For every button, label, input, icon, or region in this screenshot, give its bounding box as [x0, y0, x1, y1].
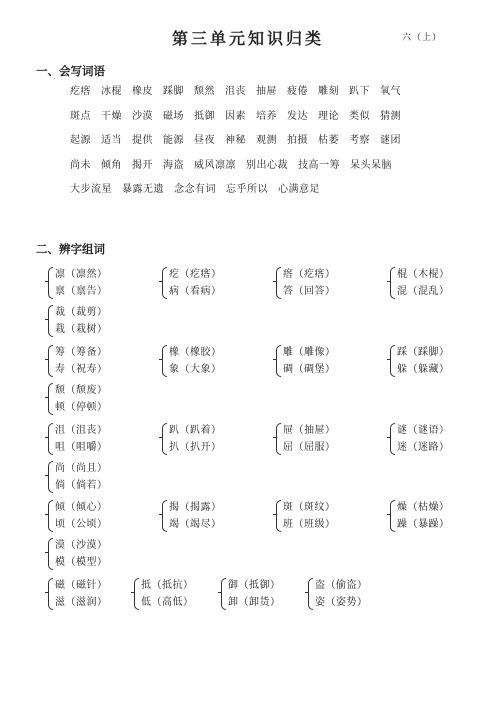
character-pair-entry: 疙（疙瘩）: [169, 269, 222, 280]
word-item: 呆头呆脑: [350, 159, 392, 171]
character-pair-entry: 颓（颓废）: [55, 385, 108, 396]
word-row: [70, 180, 470, 205]
word-item: 起源: [70, 135, 91, 146]
character-pair-entry: 栽（栽树）: [55, 324, 108, 335]
brace-icon: [162, 500, 167, 532]
character-pair-entry: 顷（公顷）: [55, 519, 108, 530]
character-pair-entry: 混（混乱）: [397, 286, 450, 297]
word-item: 技高一筹: [298, 159, 340, 171]
word-item: 理论: [318, 110, 339, 122]
word-item: 培养: [256, 110, 277, 122]
character-pair-entry: 倾（倾心）: [55, 502, 108, 513]
brace-icon: [48, 267, 53, 299]
word-item: 适当: [101, 135, 122, 146]
character-pair-entry: 棍（木棍）: [397, 269, 450, 280]
character-pair-entry: 卸（卸货）: [228, 597, 281, 608]
word-item: 橡皮: [132, 86, 153, 97]
brace-icon: [162, 345, 167, 377]
word-item: 暴露无遗: [122, 184, 164, 195]
brace-icon: [390, 345, 395, 377]
character-pair-entry: 低（高低）: [141, 597, 194, 608]
word-item: 威风凛凛: [194, 159, 236, 171]
brace-icon: [48, 461, 53, 493]
word-item: 大步流星: [70, 184, 112, 195]
word-item: 干燥: [101, 110, 122, 122]
word-item: 冰棍: [101, 86, 122, 97]
word-item: 倾角: [101, 159, 122, 171]
word-item: 别出心裁: [246, 159, 288, 171]
character-pair-entry: 病（看病）: [169, 286, 222, 297]
word-row: [70, 82, 470, 107]
word-row: [70, 131, 470, 156]
character-pair-entry: 凛（凛然）: [55, 269, 108, 280]
word-item: 考察: [349, 135, 370, 146]
character-pair-entry: 迷（迷路）: [397, 442, 450, 453]
word-item: 能源: [163, 135, 184, 146]
word-item: 类似: [349, 110, 370, 122]
character-pair-entry: 磁（磁针）: [55, 580, 108, 591]
brace-icon: [48, 345, 53, 377]
character-pair-entry: 寿（祝寿）: [55, 364, 108, 375]
section-title-write-words: 一、会写词语: [36, 64, 105, 78]
word-item: 颓然: [194, 86, 215, 97]
character-pair-entry: 尚（尚且）: [55, 463, 108, 474]
word-item: 踩脚: [163, 86, 184, 97]
word-list: [70, 82, 470, 205]
word-item: 发达: [287, 110, 308, 122]
brace-icon: [162, 267, 167, 299]
character-pair-entry: 橡（橡胶）: [169, 347, 222, 358]
character-pair-entry: 屉（抽屉）: [283, 425, 336, 436]
word-item: 磁场: [163, 110, 184, 122]
brace-icon: [276, 500, 281, 532]
word-item: 沮丧: [225, 86, 246, 97]
character-pair-entry: 扒（扒开）: [169, 442, 222, 453]
word-item: 趴下: [349, 86, 370, 97]
word-item: 抽屉: [256, 86, 277, 97]
character-pair-entry: 躲（躲藏）: [397, 364, 450, 375]
word-item: 观测: [256, 135, 277, 146]
character-pair-entry: 躁（暴躁）: [397, 519, 450, 530]
brace-icon: [134, 578, 139, 610]
word-item: 揭开: [132, 159, 153, 171]
character-pair-entry: 瘩（疙瘩）: [283, 269, 336, 280]
brace-icon: [48, 383, 53, 415]
brace-icon: [308, 578, 313, 610]
word-item: 谜团: [380, 135, 401, 146]
word-row: [70, 107, 470, 132]
brace-icon: [276, 345, 281, 377]
character-pair-entry: 竭（竭尽）: [169, 519, 222, 530]
character-pair-entry: 倘（倘若）: [55, 480, 108, 491]
character-pair-entry: 班（班级）: [283, 519, 336, 530]
page-title: 第三单元知识归类: [171, 29, 324, 48]
character-pair-entry: 答（回答）: [283, 286, 336, 297]
word-item: 昼夜: [194, 135, 215, 146]
word-item: 神秘: [225, 135, 246, 146]
word-item: 氧气: [380, 86, 401, 97]
word-item: 沙漠: [132, 110, 153, 122]
word-item: 疙瘩: [70, 86, 91, 97]
character-pair-entry: 盗（偷盗）: [315, 580, 368, 591]
word-item: 雕刻: [318, 86, 339, 97]
brace-icon: [390, 500, 395, 532]
character-pair-entry: 揭（揭露）: [169, 502, 222, 513]
word-item: 尚未: [70, 159, 91, 171]
character-pair-entry: 筹（筹备）: [55, 347, 108, 358]
grade-label: 六（上）: [402, 33, 443, 43]
character-pair-entry: 御（抵御）: [228, 580, 281, 591]
character-pair-entry: 滋（滋润）: [55, 597, 108, 608]
word-item: 念念有词: [174, 184, 216, 195]
word-row: [70, 156, 470, 181]
brace-icon: [390, 423, 395, 455]
brace-icon: [48, 423, 53, 455]
word-item: 心满意足: [278, 184, 320, 195]
character-pair-entry: 雕（雕像）: [283, 347, 336, 358]
character-pair-entry: 沮（沮丧）: [55, 425, 108, 436]
character-pair-entry: 咀（咀嚼）: [55, 442, 108, 453]
word-item: 海盗: [163, 159, 184, 171]
brace-icon: [48, 578, 53, 610]
character-pair-entry: 屈（屈服）: [283, 442, 336, 453]
word-item: 疲倦: [287, 86, 308, 97]
word-item: 提供: [132, 135, 153, 146]
word-item: 忘乎所以: [226, 184, 268, 195]
character-pair-entry: 象（大象）: [169, 364, 222, 375]
character-pair-entry: 姿（姿势）: [315, 597, 368, 608]
brace-icon: [48, 500, 53, 532]
character-pair-entry: 燥（枯燥）: [397, 502, 450, 513]
word-item: 斑点: [70, 110, 91, 122]
brace-icon: [48, 305, 53, 337]
character-pair-entry: 抵（抵抗）: [141, 580, 194, 591]
character-pair-entry: 斑（斑纹）: [283, 502, 336, 513]
character-pair-entry: 趴（趴着）: [169, 425, 222, 436]
word-item: 枯萎: [318, 135, 339, 146]
character-pair-entry: 模（模型）: [55, 557, 108, 568]
section-title-distinguish-characters: 二、辨字组词: [36, 242, 105, 256]
brace-icon: [390, 267, 395, 299]
character-pair-entry: 谜（谜语）: [397, 425, 450, 436]
character-pair-entry: 裁（裁剪）: [55, 307, 108, 318]
brace-icon: [162, 423, 167, 455]
brace-icon: [276, 423, 281, 455]
character-pair-entry: 踩（踩脚）: [397, 347, 450, 358]
character-pair-entry: 禀（禀告）: [55, 286, 108, 297]
character-pair-entry: 顿（停顿）: [55, 402, 108, 413]
character-pair-entry: 碉（碉堡）: [283, 364, 336, 375]
word-item: 抵御: [194, 110, 215, 122]
brace-icon: [48, 538, 53, 570]
word-item: 因素: [225, 110, 246, 122]
brace-icon: [276, 267, 281, 299]
brace-icon: [221, 578, 226, 610]
word-item: 拍摄: [287, 135, 308, 146]
character-pair-entry: 漠（沙漠）: [55, 540, 108, 551]
word-item: 猜测: [380, 110, 401, 122]
